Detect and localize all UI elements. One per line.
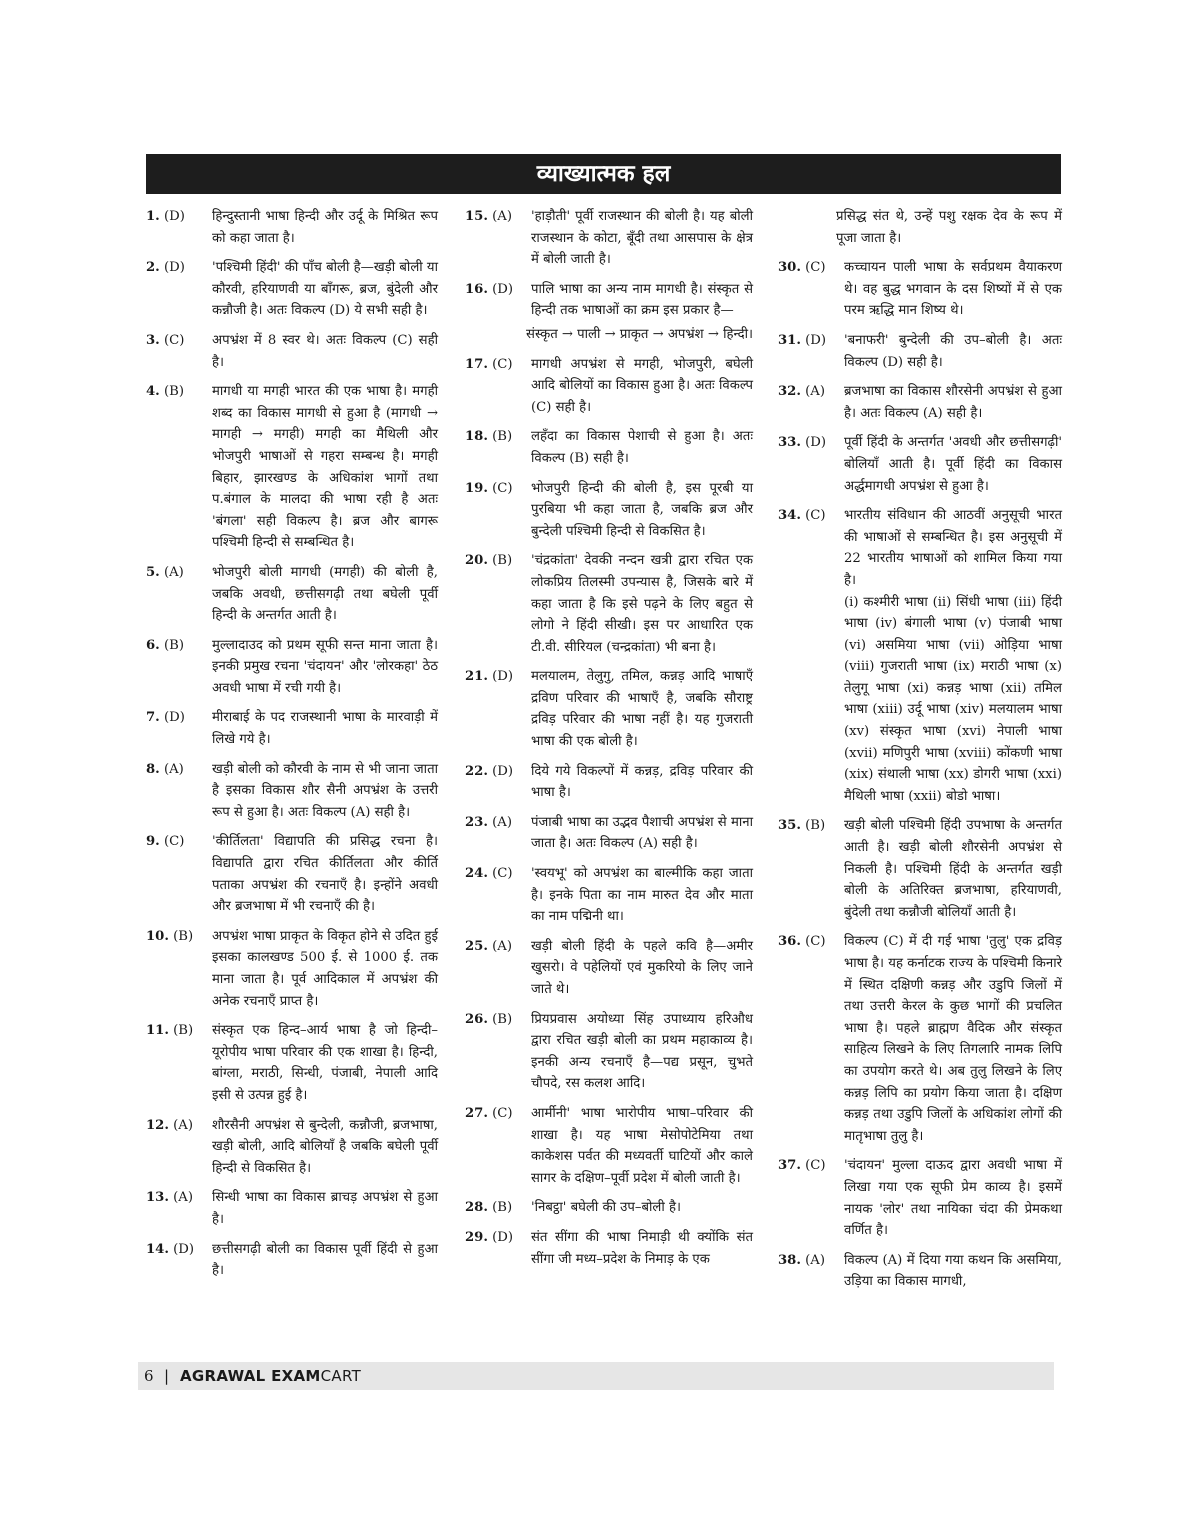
answer-label xyxy=(465,206,531,228)
answer-option: (B) xyxy=(163,637,184,653)
answer-item xyxy=(146,635,438,700)
question-number: 5. xyxy=(146,564,160,580)
question-number: 32. xyxy=(778,384,801,400)
answer-label xyxy=(465,936,531,958)
answer-text: मागधी अपभ्रंश से मगही, भोजपुरी, बघेली आदि बोलियों का विकास हुआ है। अतः विकल्प (C) सही है। xyxy=(531,356,753,415)
question-number: 30. xyxy=(778,260,801,276)
answer-item xyxy=(146,330,438,373)
question-number: 14. xyxy=(146,1241,169,1257)
answer-option: (C) xyxy=(805,508,826,524)
question-number: 26. xyxy=(465,1011,488,1027)
answer-option: (A) xyxy=(173,1117,193,1133)
question-number: 18. xyxy=(465,429,488,445)
page-number: 6 xyxy=(144,1367,154,1385)
question-number: 28. xyxy=(465,1200,488,1216)
question-number: 12. xyxy=(146,1117,169,1133)
answer-option: (D) xyxy=(805,332,827,348)
answer-text: मुल्लादाउद को प्रथम सूफी सन्त माना जाता है। इनकी प्रमुख रचना 'चंदायन' और 'लोरकहा' ठेठ अवधी भाषा में रची गयी है। xyxy=(212,637,438,696)
language-list: (i) कश्मीरी भाषा (ii) सिंधी भाषा (iii) हिंदी भाषा (iv) बंगाली भाषा (v) पंजाबी भाषा (vi) असमिया भाषा (vii) ओड़िया भाषा (viii) गुजराती भाषा (ix) मराठी भाषा (x) तेलुगू भाषा (xi) कन्नड़ भाषा (xii) तमिल भाषा (xiii) उर्दू भाषा (xiv) मलयालम भाषा (xv) संस्कृत भाषा (xvi) नेपाली भाषा (xvii) मणिपुरी भाषा (xviii) कोंकणी भाषा (xix) संथाली भाषा (xx) डोगरी भाषा (xxi) मैथिली भाषा (xxii) बोडो भाषा। xyxy=(844,594,1062,804)
answer-label xyxy=(465,1009,531,1031)
answer-label xyxy=(146,206,212,228)
answer-label xyxy=(465,1227,531,1249)
answer-item xyxy=(146,257,438,322)
question-number: 38. xyxy=(778,1252,801,1268)
answer-text: मलयालम, तेलुगु, तमिल, कन्नड़ आदि भाषाएँ द्रविण परिवार की भाषाएँ है, जबकि सौराष्ट्र द्रविड़ परिवार की भाषा नहीं है। यह गुजराती भाषा की एक बोली है। xyxy=(531,669,753,750)
answer-text: संत सींगा की भाषा निमाड़ी थी क्योंकि संत सींगा जी मध्य–प्रदेश के निमाड़ के एक xyxy=(531,1229,753,1267)
answer-text: पालि भाषा का अन्य नाम मागधी है। संस्कृत से हिन्दी तक भाषाओं का क्रम इस प्रकार है— xyxy=(531,281,753,319)
answer-item xyxy=(778,931,1062,1147)
question-number: 33. xyxy=(778,435,801,451)
answer-label xyxy=(146,562,212,584)
answer-label xyxy=(465,761,531,783)
question-number: 22. xyxy=(465,763,488,779)
answer-label xyxy=(465,1103,531,1125)
answer-option: (D) xyxy=(492,669,514,685)
answer-text: 'बनाफरी' बुन्देली की उप–बोली है। अतः विकल्प (D) सही है। xyxy=(844,332,1062,370)
answer-item xyxy=(465,354,753,419)
answer-text: 'स्वयभू' को अपभ्रंश का बाल्मीकि कहा जाता है। इनके पिता का नाम मारुत देव और माता का नाम पद्मिनी था। xyxy=(531,866,753,925)
answer-label xyxy=(778,815,844,837)
answer-option: (B) xyxy=(173,928,194,944)
answer-option: (D) xyxy=(492,763,514,779)
answer-continuation: प्रसिद्ध संत थे, उन्हें पशु रक्षक देव के रूप में पूजा जाता है। xyxy=(836,209,1062,246)
answer-label xyxy=(465,426,531,448)
answer-text: भोजपुरी हिन्दी की बोली है, इस पूरबी या पुरबिया भी कहा जाता है, जबकि ब्रज और बुन्देली पश्चिमी हिन्दी से विकसित है। xyxy=(531,480,753,539)
answer-option: (B) xyxy=(173,1023,194,1039)
answer-option: (C) xyxy=(492,480,513,496)
answer-option: (D) xyxy=(805,435,827,451)
question-number: 21. xyxy=(465,669,488,685)
question-number: 8. xyxy=(146,761,160,777)
answer-option: (D) xyxy=(492,281,514,297)
answer-text: विकल्प (A) में दिया गया कथन कि असमिया, उड़िया का विकास मागधी, xyxy=(844,1252,1062,1290)
answer-column-3 xyxy=(778,206,1062,1301)
answer-item xyxy=(465,863,753,928)
answer-option: (B) xyxy=(492,553,513,569)
answer-item xyxy=(146,926,438,1012)
answer-text: आर्मीनी' भाषा भारोपीय भाषा–परिवार की शाखा है। यह भाषा मेसोपोटेमिया तथा काकेशस पर्वत की मध्यवर्ती घाटियों और काले सागर के दक्षिण–पूर्वी प्रदेश में बोली जाती है। xyxy=(531,1105,753,1186)
answer-text: पंजाबी भाषा का उद्भव पैशाची अपभ्रंश से माना जाता है। अतः विकल्प (A) सही है। xyxy=(531,814,753,852)
answer-text: 'कीर्तिलता' विद्यापति की प्रसिद्ध रचना है। विद्यापति द्वारा रचित कीर्तिलता और कीर्ति पताका अपभ्रंश की रचनाएँ है। इन्होंने अवधी और ब्रजभाषा में भी रचनाएँ की है। xyxy=(212,834,438,915)
question-number: 24. xyxy=(465,866,488,882)
answer-label xyxy=(465,1197,531,1219)
answer-label xyxy=(146,707,212,729)
answer-option: (C) xyxy=(163,332,185,348)
answer-option: (B) xyxy=(163,384,184,400)
answer-text: प्रियप्रवास अयोध्या सिंह उपाध्याय हरिऔध द्वारा रचित खड़ी बोली का प्रथम महाकाव्य है। इनकी अन्य रचनाएँ है—पद्य प्रसून, चुभते चौपदे, रस कलश आदि। xyxy=(531,1011,753,1092)
answer-item xyxy=(146,562,438,627)
answer-option: (C) xyxy=(805,260,826,276)
answer-option: (C) xyxy=(805,934,826,950)
answer-text: छत्तीसगढ़ी बोली का विकास पूर्वी हिंदी से हुआ है। xyxy=(212,1241,438,1279)
answer-option: (C) xyxy=(492,1105,513,1121)
question-number: 9. xyxy=(146,834,160,850)
answer-item xyxy=(146,381,438,554)
answer-text: लहँदा का विकास पेशाची से हुआ है। अतः विकल्प (B) सही है। xyxy=(531,429,753,466)
question-number: 11. xyxy=(146,1023,169,1039)
answer-item xyxy=(465,550,753,658)
answer-label xyxy=(146,635,212,657)
answer-item xyxy=(465,279,753,322)
question-number: 10. xyxy=(146,928,169,944)
answer-text: विकल्प (C) में दी गई भाषा 'तुलु' एक द्रविड़ भाषा है। यह कर्नाटक राज्य के पश्चिमी किनारे में स्थित दक्षिणी कन्नड़ और उडुपि जिलों में तथा उत्तरी केरल के कुछ भागों की प्रचलित भाषा है। पहले ब्राह्मण वैदिक और संस्कृत साहित्य लिखने के लिए तिगलारि नामक लिपि का उपयोग करते थे। अब तुलु लिखने के लिए कन्नड़ लिपि का प्रयोग किया जाता है। दक्षिण कन्नड़ तथा उडुपि जिलों के अधिकांश लोगों की मातृभाषा तुलु है। xyxy=(844,934,1062,1144)
answer-option: (B) xyxy=(492,1011,513,1027)
question-number: 3. xyxy=(146,332,160,348)
answer-option: (D) xyxy=(163,260,185,276)
answer-label xyxy=(778,1155,844,1177)
answer-option: (A) xyxy=(805,1252,825,1268)
answer-label xyxy=(146,1115,212,1137)
question-number: 16. xyxy=(465,281,488,297)
question-number: 35. xyxy=(778,818,801,834)
answer-label xyxy=(465,863,531,885)
answer-label xyxy=(778,505,844,527)
answer-item xyxy=(778,432,1062,497)
answer-text: हिन्दुस्तानी भाषा हिन्दी और उर्दू के मिश्रित रूप को कहा जाता है। xyxy=(212,209,438,246)
answer-text: शौरसैनी अपभ्रंश से बुन्देली, कन्नौजी, ब्रजभाषा, खड़ी बोली, आदि बोलियाँ है जबकि बघेली पूर्वी हिन्दी से विकसित है। xyxy=(212,1117,438,1176)
answer-column-1 xyxy=(146,206,438,1290)
answer-text: पूर्वी हिंदी के अन्तर्गत 'अवधी और छत्तीसगढ़ी' बोलियाँ आती है। पूर्वी हिंदी का विकास अर्द्धमागधी अपभ्रंश से हुआ है। xyxy=(844,435,1062,494)
answer-option: (D) xyxy=(492,1229,514,1245)
answer-label xyxy=(778,257,844,279)
answer-option: (A) xyxy=(173,1190,193,1206)
answer-item xyxy=(778,505,1062,807)
footer-separator: | xyxy=(164,1367,170,1385)
answer-label xyxy=(146,1020,212,1042)
publisher-brand xyxy=(180,1362,361,1390)
question-number: 6. xyxy=(146,637,160,653)
answer-label xyxy=(778,432,844,454)
answer-label xyxy=(465,354,531,376)
answer-item xyxy=(146,1239,438,1282)
answer-text: दिये गये विकल्पों में कन्नड़, द्रविड़ परिवार की भाषा है। xyxy=(531,763,753,801)
answer-text: भोजपुरी बोली मागधी (मगही) की बोली है, जबकि अवधी, छत्तीसगढ़ी तथा बघेली पूर्वी हिन्दी के अन्तर्गत आती है। xyxy=(212,564,438,624)
answer-text: ब्रजभाषा का विकास शौरसेनी अपभ्रंश से हुआ है। अतः विकल्प (A) सही है। xyxy=(844,384,1062,421)
answer-label xyxy=(778,931,844,953)
answer-text: भारतीय संविधान की आठवीं अनुसूची भारत की भाषाओं से सम्बन्धित है। इस अनुसूची में 22 भारतीय भाषाओं को शामिल किया गया है। xyxy=(844,508,1062,588)
answer-item xyxy=(465,206,753,271)
answer-text: मीराबाई के पद राजस्थानी भाषा के मारवाड़ी में लिखे गये है। xyxy=(212,710,438,748)
answer-text: संस्कृत एक हिन्द–आर्य भाषा है जो हिन्दी–यूरोपीय भाषा परिवार की एक शाखा है। हिन्दी, बांग्ला, मराठी, सिन्धी, पंजाबी, नेपाली आदि इसी से उत्पन्न हुई है। xyxy=(212,1023,438,1103)
answer-text: अपभ्रंश में 8 स्वर थे। अतः विकल्प (C) सही है। xyxy=(212,332,438,370)
answer-item xyxy=(465,1009,753,1095)
question-number: 4. xyxy=(146,384,160,400)
answer-item xyxy=(465,1197,753,1219)
question-number: 17. xyxy=(465,356,488,372)
answer-item xyxy=(146,1020,438,1106)
answer-label xyxy=(146,257,212,279)
answer-option: (A) xyxy=(492,814,512,830)
answer-item xyxy=(465,426,753,469)
brand-bold: AGRAWAL EXAM xyxy=(180,1367,321,1385)
answer-label xyxy=(146,330,212,352)
answer-item xyxy=(465,666,753,752)
answer-label xyxy=(146,1239,212,1261)
answer-label xyxy=(778,1250,844,1272)
answer-item xyxy=(465,1227,753,1270)
question-number: 27. xyxy=(465,1105,488,1121)
answer-option: (D) xyxy=(163,209,185,224)
answer-option: (C) xyxy=(492,356,513,372)
answer-option: (C) xyxy=(492,866,513,882)
answer-label xyxy=(465,279,531,301)
question-number: 1. xyxy=(146,209,160,224)
answer-option: (D) xyxy=(163,710,185,726)
answer-item xyxy=(146,707,438,750)
answer-text: मागधी या मगही भारत की एक भाषा है। मगही शब्द का विकास मागधी से हुआ है (मागधी → मागही → मगही) मगही का मैथिली और भोजपुरी भाषाओं से गहरा सम्बन्ध है। मगही बिहार, झारखण्ड के अधिकांश भागों तथा प.बंगाल के मालदा की भाषा रही है अतः 'बंगला' सही विकल्प है। ब्रज और बागरू पश्चिमी हिन्दी से सम्बन्धित है। xyxy=(212,384,438,551)
answer-text: 'निबट्ठा' बघेली की उप–बोली है। xyxy=(531,1200,681,1216)
question-number: 15. xyxy=(465,209,488,224)
answer-label xyxy=(146,926,212,948)
answer-item xyxy=(465,936,753,1001)
question-number: 13. xyxy=(146,1190,169,1206)
question-number: 23. xyxy=(465,814,488,830)
answer-column-2 xyxy=(465,206,753,1278)
answer-label xyxy=(146,831,212,853)
question-number: 37. xyxy=(778,1158,801,1174)
answer-label xyxy=(465,812,531,834)
question-number: 25. xyxy=(465,938,488,954)
answer-text: खड़ी बोली हिंदी के पहले कवि है—अमीर खुसरो। वे पहेलियों एवं मुकरियो के लिए जाने जाते थे। xyxy=(531,938,753,997)
answer-option: (C) xyxy=(163,834,185,850)
question-number: 29. xyxy=(465,1229,488,1245)
page-footer xyxy=(138,1362,1054,1390)
answer-text: अपभ्रंश भाषा प्राकृत के विकृत होने से उदित हुई इसका कालखण्ड 500 ई. से 1000 ई. तक माना जाता है। पूर्व आदिकाल में अपभ्रंश की अनेक रचनाएँ प्राप्त है। xyxy=(212,928,438,1009)
answer-text: खड़ी बोली पश्चिमी हिंदी उपभाषा के अन्तर्गत आती है। खड़ी बोली शौरसेनी अपभ्रंश से निकली है। पश्चिमी हिंदी के अन्तर्गत खड़ी बोली के अतिरिक्त ब्रजभाषा, हरियाणवी, बुंदेली तथा कन्नौजी बोलियाँ आती है। xyxy=(844,818,1062,920)
answer-option: (C) xyxy=(805,1158,826,1174)
answer-item xyxy=(146,206,438,249)
answer-option: (B) xyxy=(492,1200,513,1216)
answer-label xyxy=(465,666,531,688)
answer-item xyxy=(146,831,438,917)
answer-text: 'पश्चिमी हिंदी' की पाँच बोली है—खड़ी बोली या कौरवी, हरियाणवी या बाँगरू, ब्रज, बुंदेली और कन्नौजी है। अतः विकल्प (D) ये सभी सही है। xyxy=(212,260,438,319)
question-number: 2. xyxy=(146,260,160,276)
answer-item xyxy=(465,1103,753,1189)
answer-label xyxy=(465,478,531,500)
answer-text: 'चंद्रकांता' देवकी नन्दन खत्री द्वारा रचित एक लोकप्रिय तिलस्मी उपन्यास है, जिसके बारे में कहा जाता है कि इसे पढ़ने के लिए बहुत से लोगो ने हिंदी सीखी। इस पर आधारित एक टी.वी. सीरियल (चन्द्रकांता) भी बना है। xyxy=(531,553,753,655)
answer-text: कच्चायन पाली भाषा के सर्वप्रथम वैयाकरण थे। वह बुद्ध भगवान के दस शिष्यों में से एक परम ऋद्धि मान शिष्य थे। xyxy=(844,260,1062,319)
answer-item xyxy=(778,815,1062,923)
answer-item xyxy=(778,1155,1062,1241)
answer-item xyxy=(465,761,753,804)
answer-option: (D) xyxy=(173,1241,195,1257)
brand-light: CART xyxy=(320,1367,362,1385)
question-number: 31. xyxy=(778,332,801,348)
answer-item xyxy=(778,1250,1062,1293)
answer-text: सिन्धी भाषा का विकास ब्राचड़ अपभ्रंश से हुआ है। xyxy=(212,1190,438,1227)
answer-text: खड़ी बोली को कौरवी के नाम से भी जाना जाता है इसका विकास शौर सैनी अपभ्रंश के उत्तरी रूप से हुआ है। अतः विकल्प (A) सही है। xyxy=(212,761,438,820)
answer-label xyxy=(146,381,212,403)
answer-option: (A) xyxy=(492,938,512,954)
answer-item xyxy=(146,1115,438,1180)
answer-label xyxy=(778,381,844,403)
answer-item xyxy=(146,759,438,824)
answer-label xyxy=(146,759,212,781)
answer-option: (A) xyxy=(805,384,825,400)
answer-label xyxy=(146,1187,212,1209)
answer-option: (A) xyxy=(163,564,184,580)
question-number: 20. xyxy=(465,553,488,569)
answer-option: (A) xyxy=(163,761,184,777)
answer-text: 'चंदायन' मुल्ला दाऊद द्वारा अवधी भाषा में लिखा गया एक सूफी प्रेम काव्य है। इसमें नायक 'लोर' तथा नायिका चंदा की प्रेमकथा वर्णित है। xyxy=(844,1158,1062,1239)
answer-label xyxy=(465,550,531,572)
answer-item xyxy=(778,381,1062,424)
answer-item xyxy=(465,478,753,543)
answer-text: 'हाड़ौती' पूर्वी राजस्थान की बोली है। यह बोली राजस्थान के कोटा, बूँदी तथा आसपास के क्षेत्र में बोली जाती है। xyxy=(531,209,753,268)
question-number: 36. xyxy=(778,934,801,950)
answer-item xyxy=(146,1187,438,1230)
answer-option: (B) xyxy=(805,818,826,834)
language-chain: संस्कृत → पाली → प्राकृत → अपभ्रंश → हिन्दी। xyxy=(526,326,753,342)
answer-item xyxy=(465,812,753,855)
answer-option: (B) xyxy=(492,429,513,445)
question-number: 19. xyxy=(465,480,488,496)
answer-item xyxy=(778,257,1062,322)
question-number: 7. xyxy=(146,710,160,726)
answer-option: (A) xyxy=(492,209,512,224)
question-number: 34. xyxy=(778,508,801,524)
solutions-header: व्याख्यात्मक हल xyxy=(146,154,1061,194)
answer-item xyxy=(778,330,1062,373)
answer-label xyxy=(778,330,844,352)
